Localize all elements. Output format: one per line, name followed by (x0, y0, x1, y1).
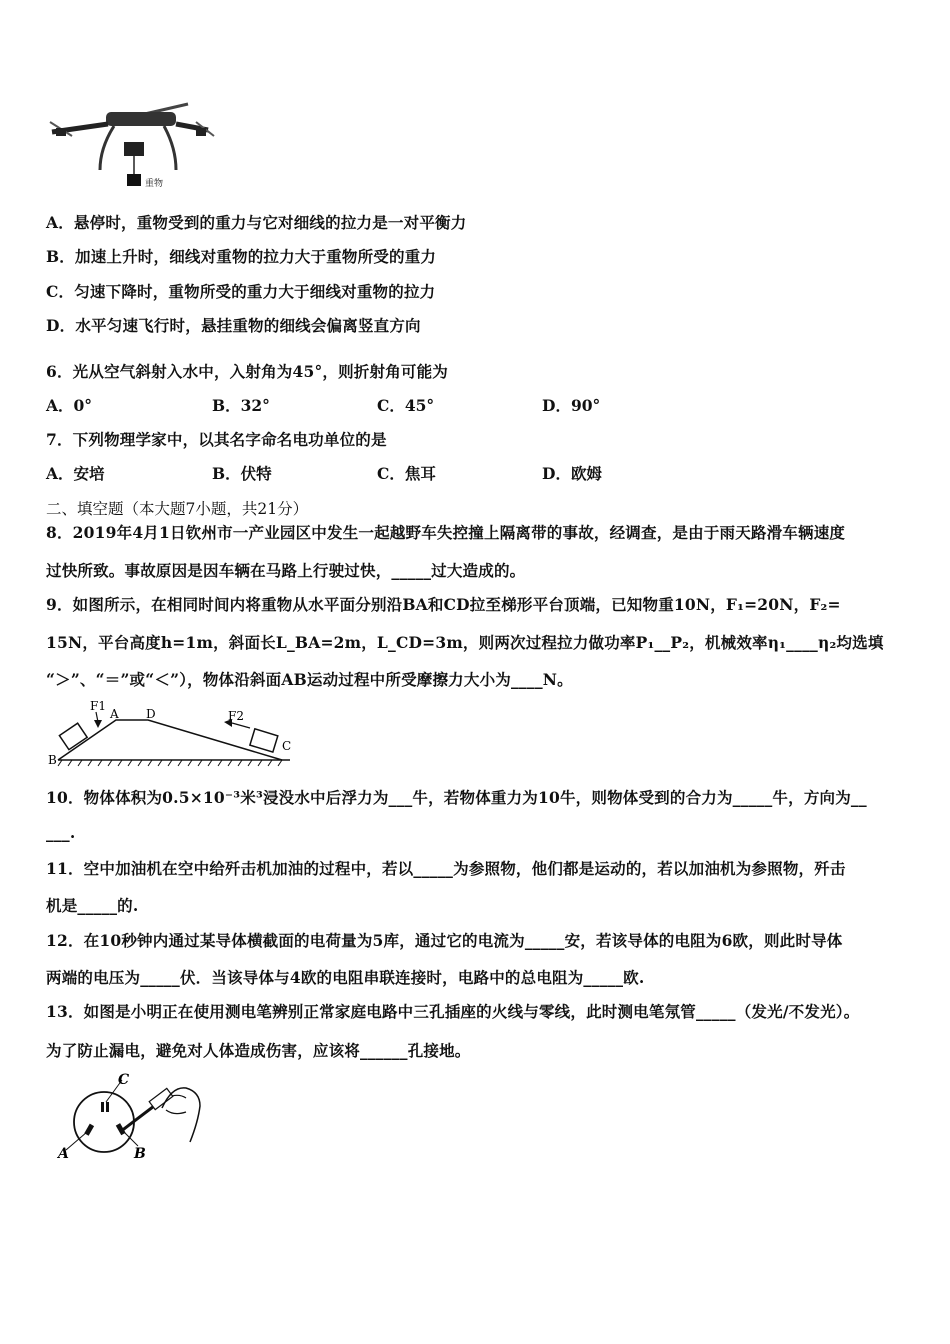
q5-option-d: D．水平匀速飞行时，悬挂重物的细线会偏离竖直方向 (46, 316, 421, 335)
socket-label-a: A (58, 1146, 69, 1162)
socket-tester-figure (54, 1072, 214, 1164)
q7-option-a: A．安培 (46, 464, 105, 483)
incline-figure (46, 698, 296, 768)
q5-option-c: C．匀速下降时，重物所受的重力大于细线对重物的拉力 (46, 282, 436, 301)
q6-option-c: C．45° (377, 396, 435, 415)
q9-line-3: “＞”、“＝”或“＜”），物体沿斜面AB运动过程中所受摩擦力大小为____N。 (46, 670, 573, 689)
q12-line-2: 两端的电压为_____伏．当该导体与4欧的电阻串联连接时，电路中的总电阻为_____欧. (46, 968, 645, 987)
q8-line-1: 8．2019年4月1日钦州市一产业园区中发生一起越野车失控撞上隔离带的事故，经调查，是由于雨天路滑车辆速度 (46, 523, 846, 542)
drone-weight-label: 重物 (145, 179, 164, 189)
socket-label-c: C (118, 1072, 130, 1088)
q5-option-a: A．悬停时，重物受到的重力与它对细线的拉力是一对平衡力 (46, 213, 467, 232)
incline-label-b: B (48, 753, 57, 767)
q8-line-2: 过快所致。事故原因是因车辆在马路上行驶过快，_____过大造成的。 (46, 561, 526, 580)
q7-option-b: B．伏特 (212, 464, 272, 483)
q7-option-c: C．焦耳 (377, 464, 436, 483)
q11-line-2: 机是_____的. (46, 896, 139, 915)
q7-option-d: D．欧姆 (542, 464, 602, 483)
q10-line-2: ___. (46, 823, 76, 842)
q6-option-b: B．32° (212, 396, 270, 415)
q9-line-2: 15N，平台高度h=1m，斜面长L_BA=2m，L_CD=3m，则两次过程拉力做功率P₁__P₂，机械效率η₁____η₂均选填 (46, 633, 884, 652)
q11-line-1: 11．空中加油机在空中给歼击机加油的过程中，若以_____为参照物，他们都是运动的，若以加油机为参照物，歼击 (46, 859, 846, 878)
socket-label-b: B (134, 1146, 146, 1162)
incline-label-f2: F2 (228, 709, 244, 723)
incline-label-f1: F1 (90, 699, 106, 713)
q9-line-1: 9．如图所示，在相同时间内将重物从水平面分别沿BA和CD拉至梯形平台顶端，已知物重10N，F₁=20N，F₂= (46, 595, 841, 614)
q10-line-1: 10．物体体积为0.5×10⁻³米³浸没水中后浮力为___牛，若物体重力为10牛，则物体受到的合力为_____牛，方向为__ (46, 788, 867, 807)
q7-stem: 7．下列物理学家中，以其名字命名电功单位的是 (46, 430, 387, 449)
incline-label-c: C (282, 739, 292, 753)
drone-figure (48, 98, 218, 192)
q13-line-2: 为了防止漏电，避免对人体造成伤害，应该将______孔接地。 (46, 1041, 471, 1060)
incline-label-d: D (146, 707, 156, 721)
q5-option-b: B．加速上升时，细线对重物的拉力大于重物所受的重力 (46, 247, 437, 266)
section-2-title: 二、填空题（本大题7小题，共21分） (46, 500, 309, 518)
incline-label-a: A (110, 707, 119, 721)
q6-option-d: D．90° (542, 396, 601, 415)
q6-option-a: A．0° (46, 396, 93, 415)
q13-line-1: 13．如图是小明正在使用测电笔辨别正常家庭电路中三孔插座的火线与零线，此时测电笔氖管_____（发光/不发光）。 (46, 1002, 860, 1021)
q12-line-1: 12．在10秒钟内通过某导体横截面的电荷量为5库，通过它的电流为_____安，若该导体的电阻为6欧，则此时导体 (46, 931, 843, 950)
q6-stem: 6．光从空气斜射入水中，入射角为45°，则折射角可能为 (46, 362, 449, 381)
